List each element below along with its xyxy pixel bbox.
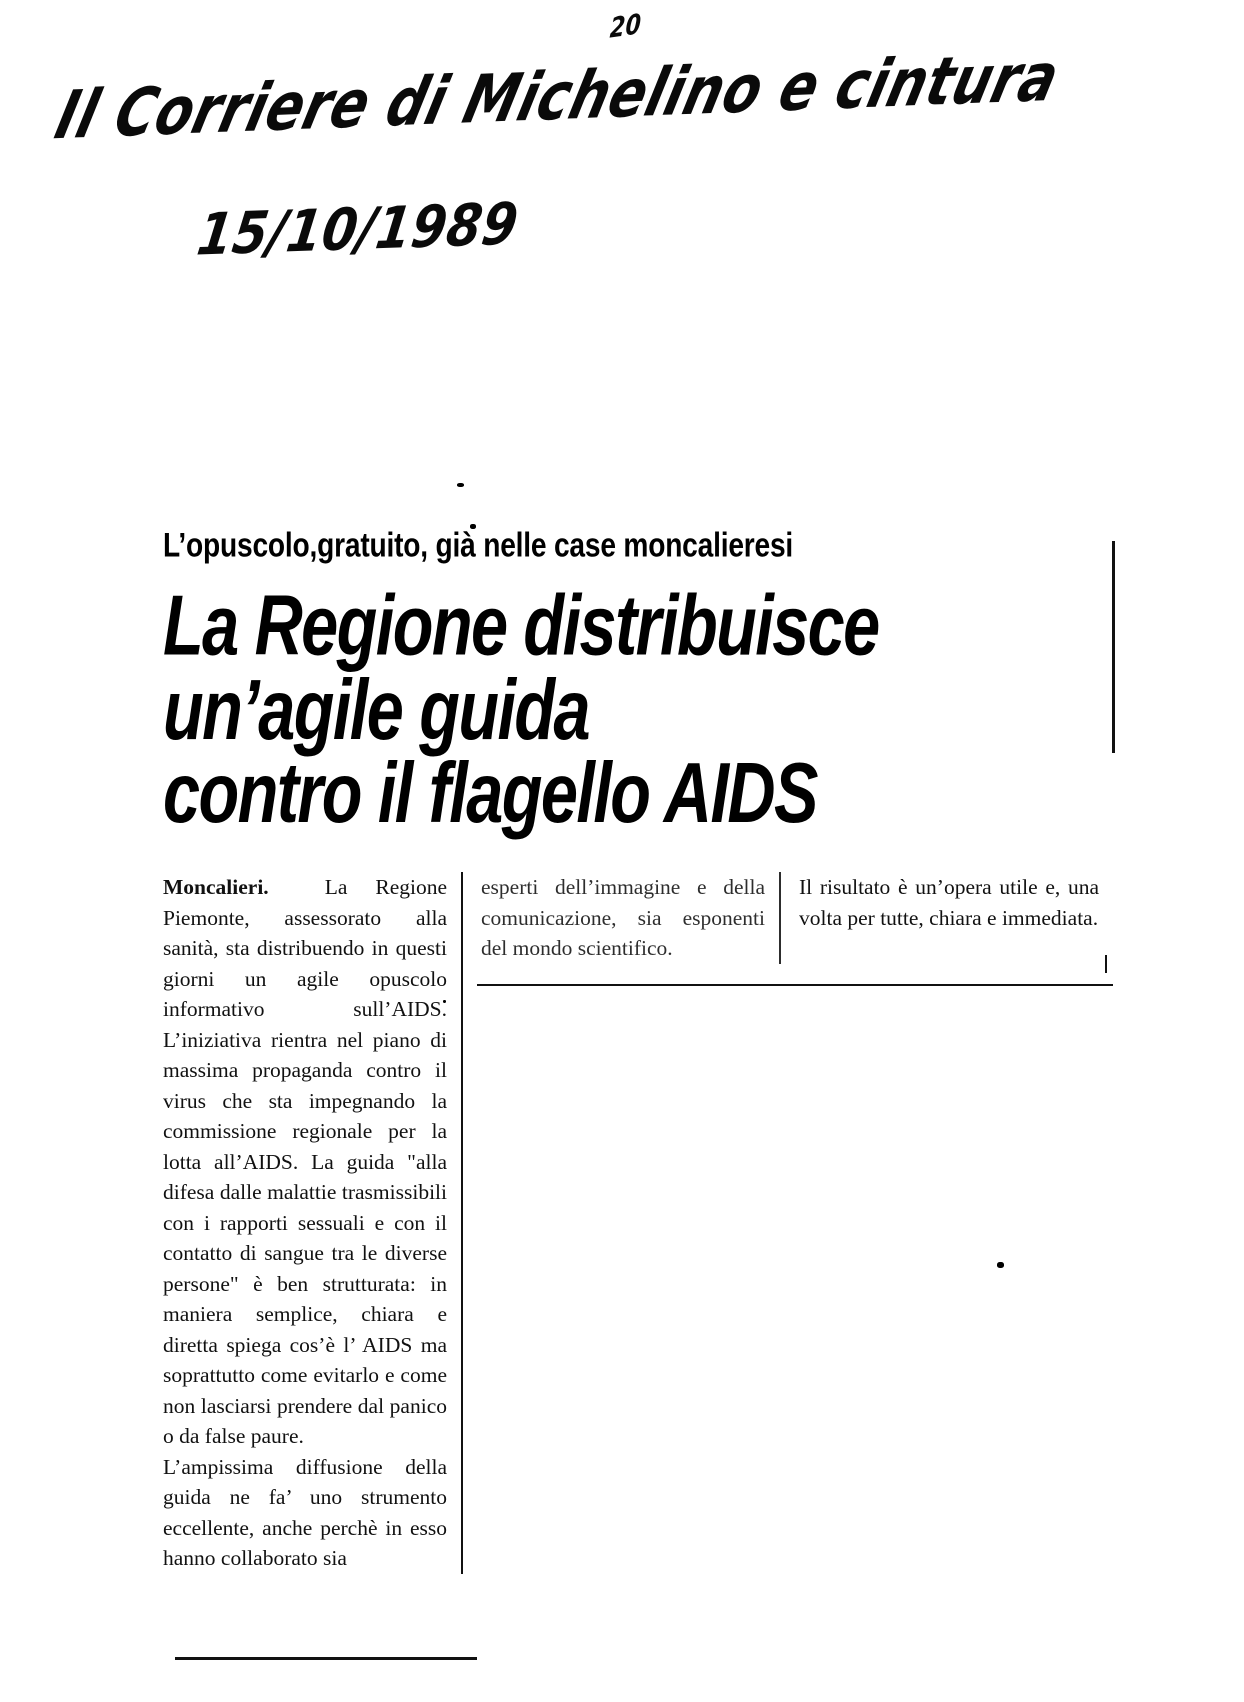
vertical-rule-tick <box>1105 955 1107 973</box>
column-1-paragraph-1 <box>163 872 447 1452</box>
column-1-paragraph-1-text: La Regione Piemonte, assessorato alla sanità, sta distribuendo in questi giorni un agile opuscolo informativo sull’AIDS. L’iniziativa rientra nel piano di massima propaganda contro il virus che sta impegnando la commissione regionale per la lotta all’AIDS. La guida "alla difesa dalle malattie trasmissibili con i rapporti sessuali e con il contatto di sangue tra le diverse persone" è ben strutturata: in maniera semplice, chiara e diretta spiega cos’è l’ AIDS ma soprattutto come evitarlo e come non lasciarsi prendere dal panico o da false paure. <box>163 875 448 1449</box>
handwritten-page-number: 20 <box>608 8 643 46</box>
horizontal-rule-under-columns <box>477 984 1113 986</box>
vertical-rule-right-edge <box>1112 541 1115 753</box>
column-2-paragraph-1: esperti dell’immagine e della comunicazione, sia esponenti del mondo scientifico. <box>481 875 765 961</box>
article-headline <box>163 578 1094 842</box>
horizontal-rule-bottom <box>175 1657 477 1660</box>
handwritten-date: 15/10/1989 <box>193 190 523 269</box>
dateline: Moncalieri. <box>163 875 269 899</box>
scan-speck <box>457 483 464 487</box>
column-1-paragraph-2: L’ampissima diffusione della guida ne fa’ uno strumento eccellente, anche perchè in esso hanno collaborato sia <box>163 1454 447 1571</box>
handwritten-publication-name: Il Corriere di Michelino e cintura <box>48 38 1067 155</box>
article-header <box>163 526 1113 842</box>
headline-line-1: La Regione distribuisce <box>163 578 879 674</box>
article-body-columns <box>163 872 1113 1574</box>
article-column-2 <box>463 872 781 964</box>
article-column-1 <box>163 872 463 1574</box>
headline-line-3: contro il flagello AIDS <box>163 746 817 842</box>
article-kicker: L’opuscolo,gratuito, già nelle case moncalieresi <box>163 526 794 565</box>
column-3-paragraph-1: Il risultato è un’opera utile e, una volta per tutte, chiara e immediata. <box>799 875 1099 930</box>
headline-line-2: un’agile guida <box>163 662 590 758</box>
article-column-3 <box>781 872 1099 933</box>
